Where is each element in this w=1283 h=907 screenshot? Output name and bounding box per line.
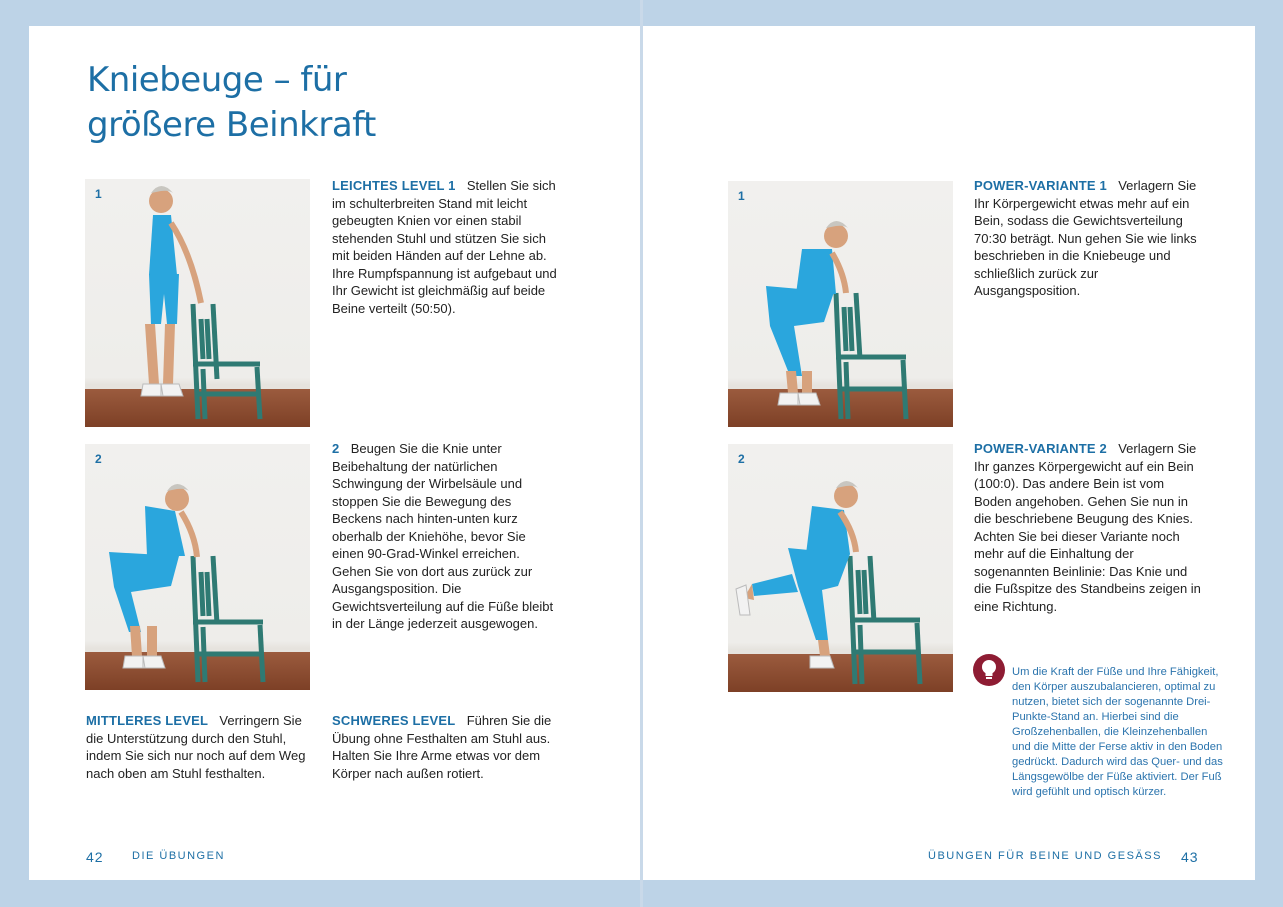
- photo-easy-level-2: [85, 444, 310, 690]
- hard-level-text: [332, 712, 558, 782]
- photo-easy-level-1: [85, 179, 310, 427]
- hard-level-label: SCHWERES LEVEL: [332, 713, 464, 728]
- medium-level-body: Verringern Sie die Unterstützung durch den Stuhl, indem Sie sich nur noch auf dem Weg nach oben am Stuhl festhalten.: [86, 713, 306, 781]
- tip-badge: [973, 654, 1005, 686]
- title-line-2: größere Beinkraft: [87, 105, 376, 145]
- tip-text: Um die Kraft der Füße und Ihre Fähigkeit, den Körper auszubalancieren, optimal zu nutzen, bietet sich der sogenannte Drei-Punkte-Stand an. Hierbei sind die Großzehenballen, die Kleinzehenballen und die Mitte der Ferse aktiv in den Boden gedrückt. Dadurch wird das Quer- und das Längsgewölbe der Füße aktiviert. Der Fuß wird gefühlt und optisch kürzer.: [1012, 666, 1223, 798]
- squatting-woman-figure: [85, 444, 310, 690]
- easy-level-body: Stellen Sie sich im schulterbreiten Stand mit leicht gebeugten Knien vor einen stabil stehenden Stuhl und stützen Sie sich mit beiden Händen auf der Lehne ab. Ihre Rumpfspannung ist aufgebaut und Ihr Gewicht ist gleichmäßig auf beide Beine verteilt (50:50).: [332, 178, 557, 316]
- power-variant-1-body: Verlagern Sie Ihr Körpergewicht etwas mehr auf ein Bein, sodass die Gewichtsverteilung 70:30 beträgt. Nun gehen Sie wie links beschrieben in die Kniebeuge und schließlich zurück zur Ausgangsposition.: [974, 178, 1197, 298]
- power-variant-2-label: POWER-VARIANTE 2: [974, 441, 1115, 456]
- page-number-left: 42: [86, 849, 104, 865]
- photo-power-variant-2: [728, 444, 953, 692]
- page-title: [87, 58, 376, 148]
- photo-power-variant-1: [728, 181, 953, 427]
- power-variant-2-text: [974, 440, 1204, 615]
- photo-number: 2: [95, 452, 102, 466]
- section-label-left: DIE ÜBUNGEN: [132, 850, 225, 862]
- photo-number: 1: [95, 187, 102, 201]
- hard-level-body: Führen Sie die Übung ohne Festhalten am Stuhl aus. Halten Sie Ihre Arme etwas vor dem Körper nach außen rotiert.: [332, 713, 552, 781]
- standing-woman-figure: [85, 179, 310, 427]
- power-variant-1-figure: [728, 181, 953, 427]
- power-variant-1-label: POWER-VARIANTE 1: [974, 178, 1115, 193]
- title-line-1: Kniebeuge – für: [87, 60, 347, 100]
- power-variant-1-text: [974, 177, 1204, 300]
- lightbulb-icon: [973, 654, 1005, 686]
- easy-level-text: [332, 177, 558, 317]
- medium-level-label: MITTLERES LEVEL: [86, 713, 216, 728]
- step-2-text: [332, 440, 558, 633]
- medium-level-text: [86, 712, 312, 782]
- photo-number: 2: [738, 452, 745, 466]
- power-variant-2-body: Verlagern Sie Ihr ganzes Körpergewicht auf ein Bein (100:0). Das andere Bein ist vom Boden angehoben. Gehen Sie nun in die beschriebene Beugung des Knies. Achten Sie bei dieser Variante noch mehr auf die Einhaltung der sogenannten Beinlinie: Das Knie und die Fußspitze des Standbeins zeigen in eine Richtung.: [974, 441, 1201, 614]
- easy-level-label: LEICHTES LEVEL 1: [332, 178, 464, 193]
- step-2-label: 2: [332, 441, 348, 456]
- book-gutter: [640, 0, 643, 907]
- power-variant-2-figure: [728, 444, 953, 692]
- section-label-right: ÜBUNGEN FÜR BEINE UND GESÄSS: [928, 850, 1162, 862]
- step-2-body: Beugen Sie die Knie unter Beibehaltung der natürlichen Schwingung der Wirbelsäule und stoppen Sie die Bewegung des Beckens nach hinten-unten kurz oberhalb der Kniehöhe, bevor Sie einen 90-Grad-Winkel erreichen. Gehen Sie von dort aus zurück zur Ausgangsposition. Die Gewichtsverteilung auf die Füße bleibt in der Länge jederzeit ausgewogen.: [332, 441, 554, 631]
- photo-number: 1: [738, 189, 745, 203]
- page-number-right: 43: [1181, 849, 1199, 865]
